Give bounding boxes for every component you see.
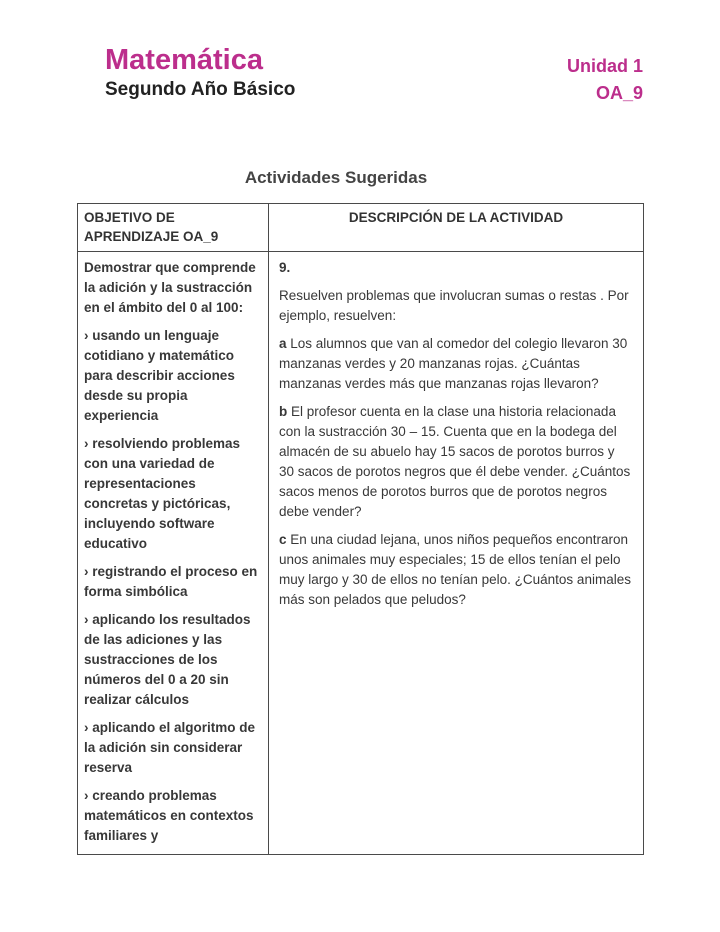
objective-bullet: › creando problemas matemáticos en contextos familiares y (84, 788, 254, 843)
activity-cell (269, 252, 644, 855)
objective-bullet: › registrando el proceso en forma simbólica (84, 564, 258, 599)
activity-item: a Los alumnos que van al comedor del colegio llevaron 30 manzanas verdes y 20 manzanas rojas. ¿Cuántas manzanas verdes más que manzanas rojas llevaron? (279, 336, 628, 391)
header (105, 44, 643, 107)
activity-item: c En una ciudad lejana, unos niños pequeños encontraron unos animales muy especiales; 15 de ellos tenían el pelo muy largo y 30 de ellos no tenían pelo. ¿Cuántos animales más son pelados que peludos? (279, 532, 631, 607)
header-left (105, 44, 295, 101)
objective-bullet: › resolviendo problemas con una variedad de representaciones concretas y pictóricas, incluyendo software educativo (84, 436, 241, 551)
activity-item-list (279, 334, 633, 610)
objective-intro: Demostrar que comprende la adición y la sustracción en el ámbito del 0 al 100: (84, 260, 256, 315)
objective-bullet-list (84, 326, 262, 846)
objective-bullet: › aplicando los resultados de las adiciones y las sustracciones de los números del 0 a 20 sin realizar cálculos (84, 612, 251, 707)
activity-item: b El profesor cuenta en la clase una historia relacionada con la sustracción 30 – 15. Cuenta que en la bodega del almacén de su abuelo hay 15 sacos de porotos burros y 30 sacos de porotos negros que él debe vender. ¿Cuántos sacos menos de porotos burros que de porotos negros debe vender? (279, 404, 631, 519)
table-header-row (78, 204, 644, 252)
activity-item-label: a (279, 336, 287, 351)
oa-label: OA_9 (595, 83, 643, 103)
objective-cell (78, 252, 269, 855)
objective-bullet: › usando un lenguaje cotidiano y matemático para describir acciones desde su propia experiencia (84, 328, 235, 423)
activity-item-label: c (279, 532, 287, 547)
activity-intro: Resuelven problemas que involucran sumas o restas . Por ejemplo, resuelven: (279, 288, 629, 323)
unit-label: Unidad 1 (566, 56, 643, 76)
table-body-row (78, 252, 644, 855)
subject-title: Matemática (105, 44, 263, 76)
activity-column-header: DESCRIPCIÓN DE LA ACTIVIDAD (269, 204, 644, 252)
level-subtitle: Segundo Año Básico (105, 79, 296, 100)
header-right (567, 44, 643, 107)
activity-item-label: b (279, 404, 288, 419)
objective-bullet: › aplicando el algoritmo de la adición sin considerar reserva (84, 720, 256, 775)
page-title: Actividades Sugeridas (244, 168, 428, 187)
activities-table (77, 203, 644, 855)
objective-column-header: OBJETIVO DE APRENDIZAJE OA_9 (78, 204, 269, 252)
activity-number: 9. (279, 260, 291, 275)
